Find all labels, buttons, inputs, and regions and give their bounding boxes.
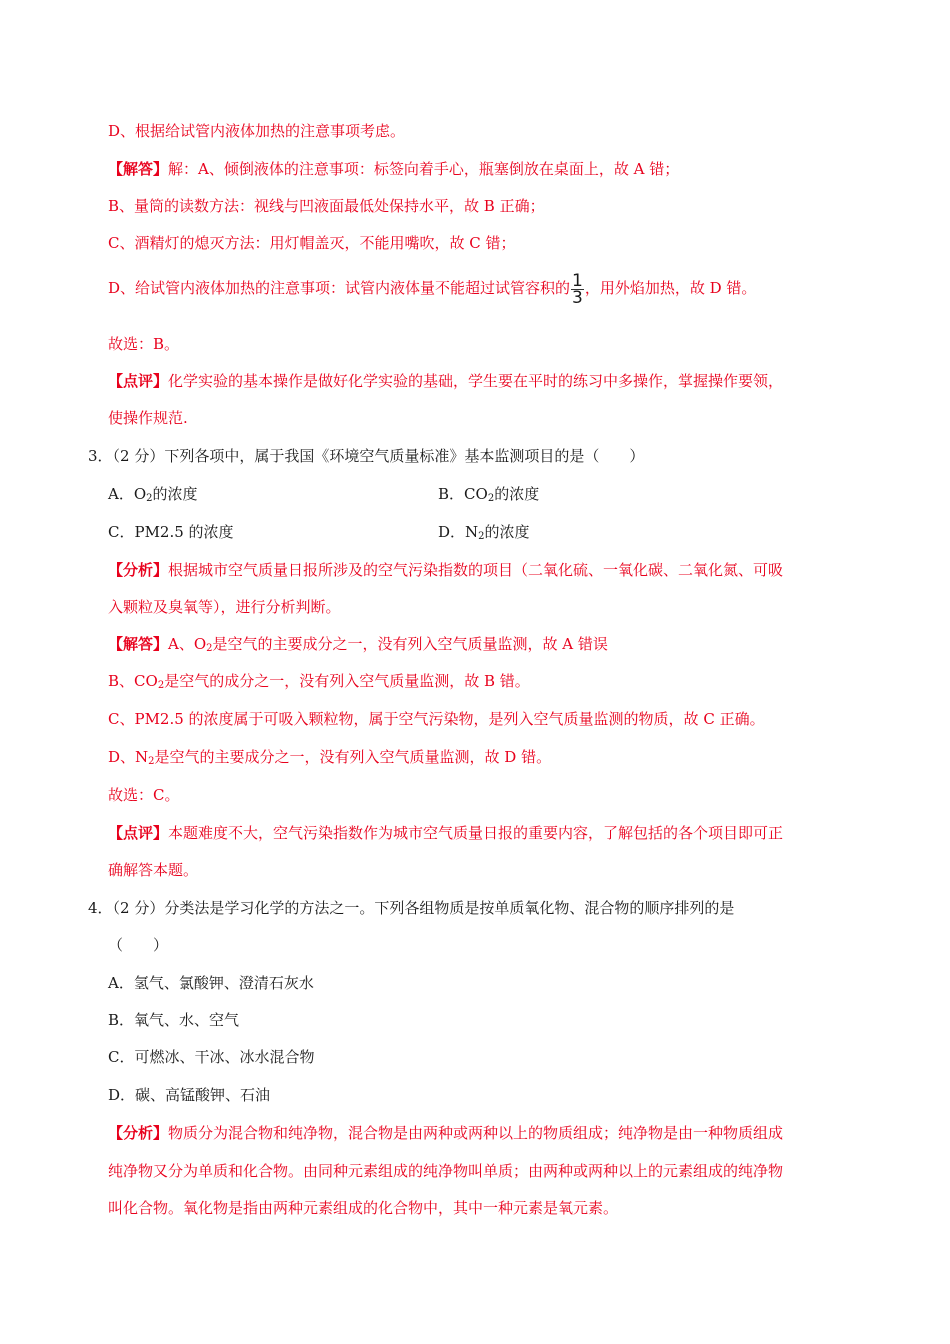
q2-answer-b: B、量筒的读数方法：视线与凹液面最低处保持水平，故 B 正确；: [108, 197, 545, 215]
q3-answer-a: 【解答】A、$O_2$是空气的主要成分之一，没有列入空气质量监测，故 A 错误: [108, 635, 608, 654]
q4-analysis-l2: 纯净物又分为单质和化合物。由同种元素组成的纯净物叫单质；由两种或两种以上的元素组成的纯净物: [108, 1162, 784, 1180]
q4-analysis-l3: 叫化合物。氧化物是指由两种元素组成的化合物中，其中一种元素是氧元素。: [108, 1199, 619, 1217]
q2-answer-a-line: [108, 159, 679, 179]
q3-answer-d: D、$N_2$是空气的主要成分之一，没有列入空气质量监测，故 D 错。: [108, 748, 552, 767]
fraction-denominator: 3: [572, 287, 583, 308]
q3-comment-l1: [108, 823, 783, 843]
q4-stem-l2: （ ）: [108, 936, 169, 954]
q3-option-d: D．$N_2$的浓度: [438, 523, 530, 542]
q3-option-c: C．PM2.5 的浓度: [108, 523, 234, 541]
q3-comment-l2: 确解答本题。: [108, 861, 199, 879]
q2-answer-d-post: ，用外焰加热，故 D 错。: [584, 279, 757, 297]
q2-comment-l2: 使操作规范.: [108, 409, 188, 427]
q2-answer-c: C、酒精灯的熄灭方法：用灯帽盖灭，不能用嘴吹，故 C 错；: [108, 234, 516, 252]
q3-option-a: A．$O_2$的浓度: [108, 485, 198, 504]
analysis-tag: 【分析】: [108, 1124, 169, 1142]
fraction-one-third: [571, 270, 584, 308]
q3-choice: 故选：C。: [108, 786, 180, 804]
q4-analysis-text: 物质分为混合物和纯净物，混合物是由两种或两种以上的物质组成；纯净物是由一种物质组成: [168, 1124, 784, 1142]
q3-analysis-l2: 入颗粒及臭氧等），进行分析判断。: [108, 598, 341, 616]
answer-tag: 【解答】: [108, 635, 169, 653]
q2-hint-d: D、根据给试管内液体加热的注意事项考虑。: [108, 122, 406, 140]
q4-option-b: B．氧气、水、空气: [108, 1011, 240, 1029]
q2-comment-l1: [108, 371, 783, 391]
q3-stem: 3．（2 分）下列各项中，属于我国《环境空气质量标准》基本监测项目的是（ ）: [88, 447, 645, 465]
q2-answer-d: [108, 268, 756, 308]
fraction-numerator: 1: [572, 270, 583, 291]
q3-analysis-text: 根据城市空气质量日报所涉及的空气污染指数的项目（二氧化硫、一氧化碳、二氧化氮、可吸: [168, 561, 784, 579]
q3-analysis-l1: [108, 560, 783, 580]
q4-option-c: C．可燃冰、干冰、冰水混合物: [108, 1048, 315, 1066]
q3-answer-b: B、$CO_2$是空气的成分之一，没有列入空气质量监测，故 B 错。: [108, 672, 530, 691]
q2-comment-text: 化学实验的基本操作是做好化学实验的基础，学生要在平时的练习中多操作，掌握操作要领，: [168, 372, 784, 390]
q4-option-a: A．氢气、氯酸钾、澄清石灰水: [108, 974, 314, 992]
comment-tag: 【点评】: [108, 824, 169, 842]
comment-tag: 【点评】: [108, 372, 169, 390]
analysis-tag: 【分析】: [108, 561, 169, 579]
answer-tag: 【解答】: [108, 160, 169, 178]
q4-option-d: D．碳、高锰酸钾、石油: [108, 1086, 271, 1104]
q2-answer-a: 解：A、倾倒液体的注意事项：标签向着手心，瓶塞倒放在桌面上，故 A 错；: [168, 160, 680, 178]
q2-answer-d-pre: D、给试管内液体加热的注意事项：试管内液体量不能超过试管容积的: [108, 279, 571, 297]
q2-choice: 故选：B。: [108, 335, 180, 353]
q4-stem-l1: 4．（2 分）分类法是学习化学的方法之一。下列各组物质是按单质氧化物、混合物的顺序排列的是: [88, 899, 735, 917]
q3-option-b: B．$CO_2$的浓度: [438, 485, 540, 504]
q3-answer-c: C、PM2.5 的浓度属于可吸入颗粒物，属于空气污染物，是列入空气质量监测的物质，故 C 正确。: [108, 710, 765, 728]
q3-comment-text: 本题难度不大，空气污染指数作为城市空气质量日报的重要内容，了解包括的各个项目即可正: [168, 824, 784, 842]
q4-analysis-l1: [108, 1123, 783, 1143]
